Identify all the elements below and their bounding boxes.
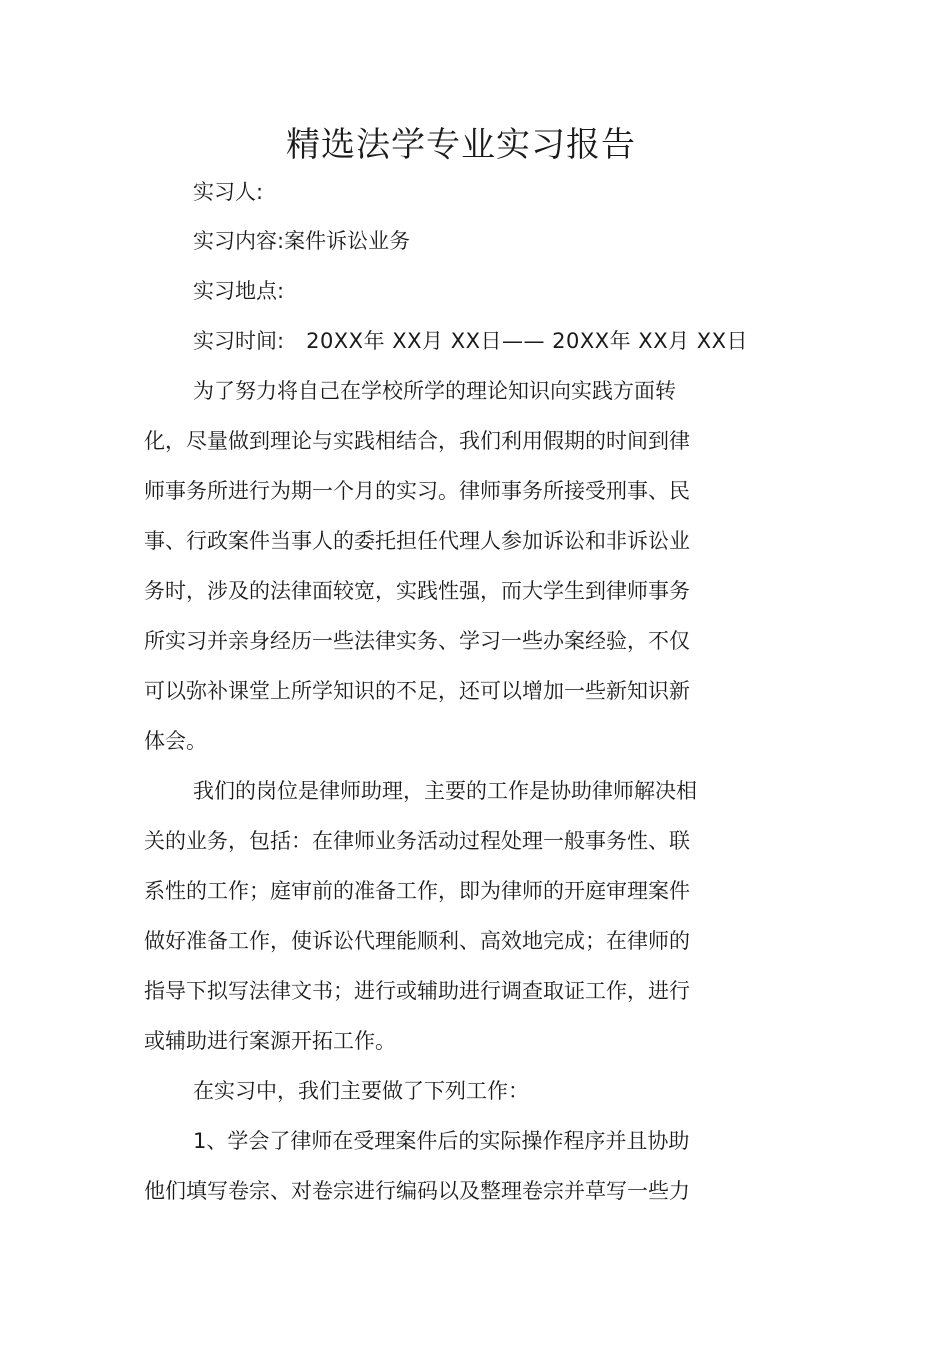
- body-line: 事、行政案件当事人的委托担任代理人参加诉讼和非诉讼业: [144, 529, 690, 553]
- body-line: 在实习中，我们主要做了下列工作：: [193, 1079, 529, 1103]
- intern-label: 实习人:: [193, 180, 264, 204]
- body-line: 他们填写卷宗、对卷宗进行编码以及整理卷宗并草写一些力: [144, 1179, 690, 1203]
- meta-content: [193, 221, 410, 261]
- document-title: 精选法学专业实习报告: [286, 125, 636, 165]
- time-value: 20XX年 XX月 XX日—— 20XX年 XX月 XX日: [306, 329, 749, 353]
- body-line: 务时，涉及的法律面较宽，实践性强，而大学生到律师事务: [144, 579, 690, 603]
- body-line: 师事务所进行为期一个月的实习。律师事务所接受刑事、民: [144, 479, 690, 503]
- time-label: 实习时间:: [193, 329, 285, 353]
- body-line: 所实习并亲身经历一些法律实务、学习一些办案经验，不仅: [144, 629, 690, 653]
- body-line: 体会。: [144, 729, 207, 753]
- body-line: 做好准备工作，使诉讼代理能顺利、高效地完成；在律师的: [144, 929, 690, 953]
- meta-time: [193, 321, 748, 361]
- body-line: 或辅助进行案源开拓工作。: [144, 1029, 396, 1053]
- body-line: 系性的工作；庭审前的准备工作，即为律师的开庭审理案件: [144, 879, 690, 903]
- body-line: 指导下拟写法律文书；进行或辅助进行调查取证工作，进行: [144, 979, 690, 1003]
- meta-location: [193, 271, 284, 311]
- content-label: 实习内容:: [193, 229, 285, 253]
- body-line: 关的业务，包括：在律师业务活动过程处理一般事务性、联: [144, 829, 690, 853]
- meta-intern: [193, 172, 263, 212]
- body-line: 为了努力将自己在学校所学的理论知识向实践方面转: [193, 379, 676, 403]
- body-line: 化，尽量做到理论与实践相结合，我们利用假期的时间到律: [144, 429, 690, 453]
- content-value: 案件诉讼业务: [284, 229, 411, 253]
- location-label: 实习地点:: [193, 279, 285, 303]
- body-line: 我们的岗位是律师助理，主要的工作是协助律师解决相: [193, 779, 697, 803]
- body-line: 可以弥补课堂上所学知识的不足，还可以增加一些新知识新: [144, 679, 690, 703]
- body-line: 1、学会了律师在受理案件后的实际操作程序并且协助: [193, 1129, 690, 1153]
